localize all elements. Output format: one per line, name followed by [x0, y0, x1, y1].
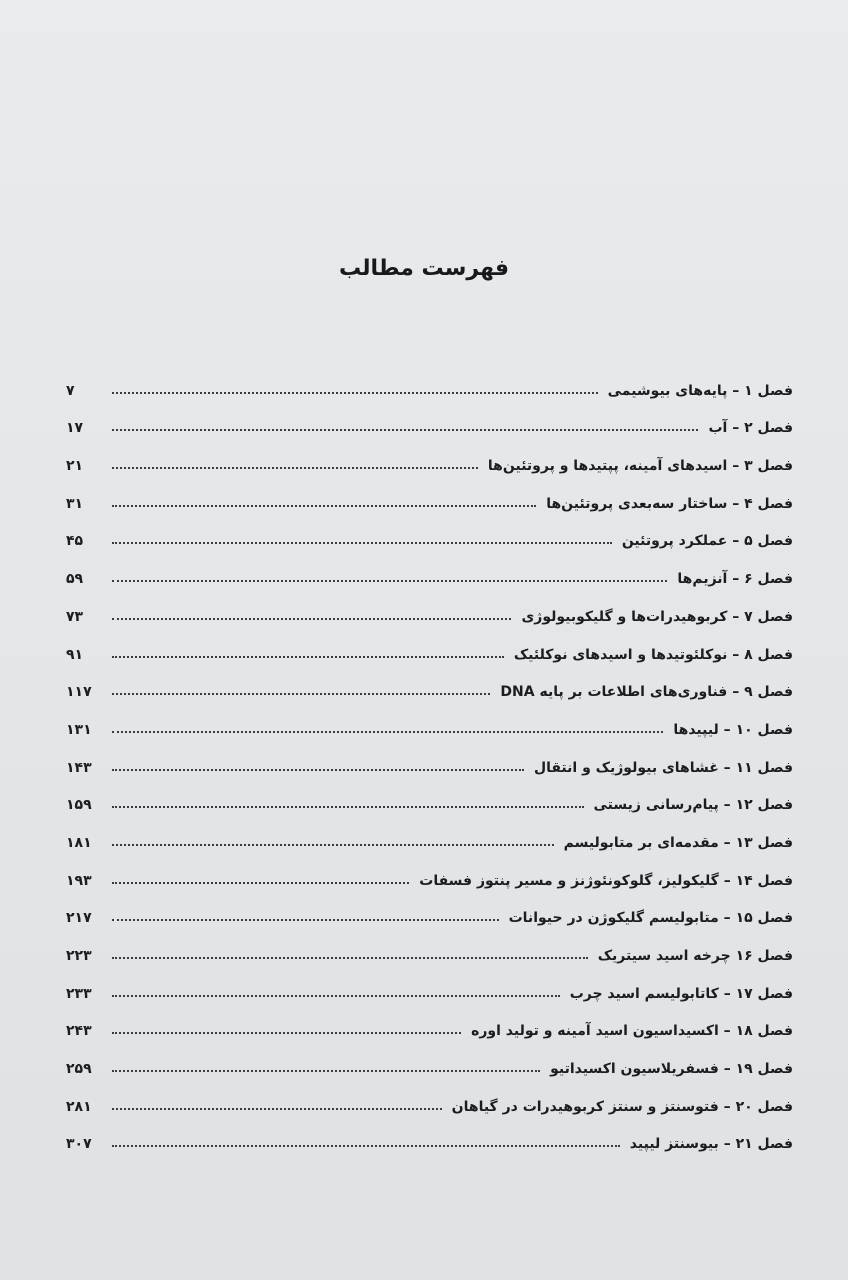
toc-entry-title: فصل ۱۳ – مقدمه‌ای بر متابولیسم	[563, 834, 793, 851]
toc-entry-title: فصل ۴ – ساختار سه‌بعدی پروتئین‌ها	[546, 495, 793, 512]
toc-entry-title: فصل ۲ – آب	[708, 420, 793, 437]
toc-entry-title: فصل ۹ – فناوری‌های اطلاعات بر پایه DNA	[500, 684, 793, 701]
toc-entry-title: فصل ۱۶ چرخه اسید سیتریک	[597, 948, 793, 964]
toc-entry-page-number: ۱۵۹	[66, 797, 92, 814]
toc-entry-page-number: ۱۴۳	[66, 759, 92, 776]
toc-entry-page-number: ۳۰۷	[66, 1136, 92, 1153]
toc-entry-page-number: ۲۸۱	[66, 1098, 92, 1115]
toc-entry	[66, 781, 793, 819]
toc-leader-dots	[112, 429, 698, 431]
toc-entry-page-number: ۲۴۳	[66, 1023, 92, 1040]
toc-entry-title: فصل ۳ – اسیدهای آمینه، پپتیدها و پروتئین‌ها	[487, 458, 793, 475]
toc-leader-dots	[112, 392, 598, 394]
toc-entry	[66, 1007, 793, 1045]
toc-entry	[66, 931, 793, 969]
toc-entry-title: فصل ۶ – آنزیم‌ها	[677, 571, 793, 588]
toc-entry	[66, 894, 793, 932]
toc-entry-page-number: ۷	[66, 382, 75, 399]
toc-entry-title: فصل ۵ – عملکرد پروتئین	[621, 533, 793, 550]
toc-leader-dots	[112, 919, 499, 921]
toc-entry-title: فصل ۱۲ – پیام‌رسانی زیستی	[593, 797, 793, 814]
page-title: فهرست مطالب	[338, 256, 510, 281]
toc-entry-page-number: ۱۸۱	[66, 834, 92, 851]
toc-entry-title: فصل ۱۸ – اکسیداسیون اسید آمینه و تولید اوره	[471, 1023, 793, 1040]
toc-entry	[66, 1044, 793, 1082]
toc-leader-dots	[112, 957, 588, 959]
toc-entry-title: فصل ۲۰ – فتوسنتز و سنتز کربوهیدرات در گیاهان	[451, 1098, 793, 1115]
toc-entry	[66, 743, 793, 781]
toc-entry-page-number: ۲۲۳	[66, 948, 92, 964]
toc-leader-dots	[112, 1145, 620, 1147]
toc-entry	[66, 404, 793, 442]
toc-entry	[66, 366, 793, 404]
toc-leader-dots	[112, 1070, 540, 1072]
toc-entry-title: فصل ۱۷ – کاتابولیسم اسید چرب	[569, 985, 793, 1002]
toc-entry-title: فصل ۱ – پایه‌های بیوشیمی	[607, 382, 793, 399]
toc-entry	[66, 592, 793, 630]
toc-entry	[66, 969, 793, 1007]
toc-entry-page-number: ۲۳۳	[66, 985, 92, 1002]
toc-entry	[66, 1120, 793, 1158]
toc-entry-page-number: ۲۱	[66, 458, 84, 475]
toc-entry-title: فصل ۷ – کربوهیدرات‌ها و گلیکوبیولوژی	[521, 608, 793, 625]
toc-entry	[66, 856, 793, 894]
toc-leader-dots	[112, 505, 536, 507]
toc-entry	[66, 630, 793, 668]
toc-leader-dots	[112, 467, 478, 469]
toc-entry-page-number: ۷۳	[66, 608, 84, 625]
toc-entry-page-number: ۲۵۹	[66, 1061, 92, 1078]
toc-entry	[66, 441, 793, 479]
toc-entry	[66, 554, 793, 592]
toc-entry-title: فصل ۲۱ – بیوسنتز لیپید	[629, 1136, 793, 1153]
toc-entry-page-number: ۱۱۷	[66, 684, 92, 701]
toc-entry-title: فصل ۸ – نوکلئوتیدها و اسیدهای نوکلئیک	[513, 646, 793, 663]
toc-leader-dots	[112, 542, 612, 544]
toc-leader-dots	[112, 618, 511, 620]
toc-entry-page-number: ۱۷	[66, 420, 84, 437]
toc-leader-dots	[112, 1032, 461, 1034]
toc-leader-dots	[112, 806, 584, 808]
toc-entry-page-number: ۳۱	[66, 495, 84, 512]
toc-entry-title: فصل ۱۴ – گلیکولیز، گلوکونئوژنز و مسیر پنتوز فسفات	[419, 872, 793, 889]
toc-leader-dots	[112, 656, 504, 658]
toc-entry-title: فصل ۱۰ – لیپیدها	[673, 721, 793, 738]
toc-entry	[66, 705, 793, 743]
toc-leader-dots	[112, 995, 560, 997]
toc-leader-dots	[112, 844, 554, 846]
toc-entry-page-number: ۴۵	[66, 533, 84, 550]
toc-leader-dots	[112, 580, 667, 582]
toc-leader-dots	[112, 693, 490, 695]
toc-entry-page-number: ۹۱	[66, 646, 84, 663]
toc-entry-title: فصل ۱۵ – متابولیسم گلیکوژن در حیوانات	[508, 910, 793, 927]
toc-entry-page-number: ۱۳۱	[66, 721, 92, 738]
toc-entry	[66, 517, 793, 555]
toc-entry-title: فصل ۱۱ – غشاهای بیولوژیک و انتقال	[533, 759, 793, 776]
toc-entry-page-number: ۵۹	[66, 571, 84, 588]
toc-leader-dots	[112, 882, 409, 884]
table-of-contents	[66, 366, 793, 1157]
toc-entry-page-number: ۲۱۷	[66, 910, 92, 927]
toc-entry	[66, 479, 793, 517]
toc-leader-dots	[112, 769, 524, 771]
toc-entry	[66, 818, 793, 856]
toc-leader-dots	[112, 731, 663, 733]
toc-entry	[66, 1082, 793, 1120]
toc-entry-page-number: ۱۹۳	[66, 872, 92, 889]
toc-entry-title: فصل ۱۹ – فسفریلاسیون اکسیداتیو	[550, 1061, 793, 1078]
toc-leader-dots	[112, 1108, 442, 1110]
toc-entry	[66, 668, 793, 706]
